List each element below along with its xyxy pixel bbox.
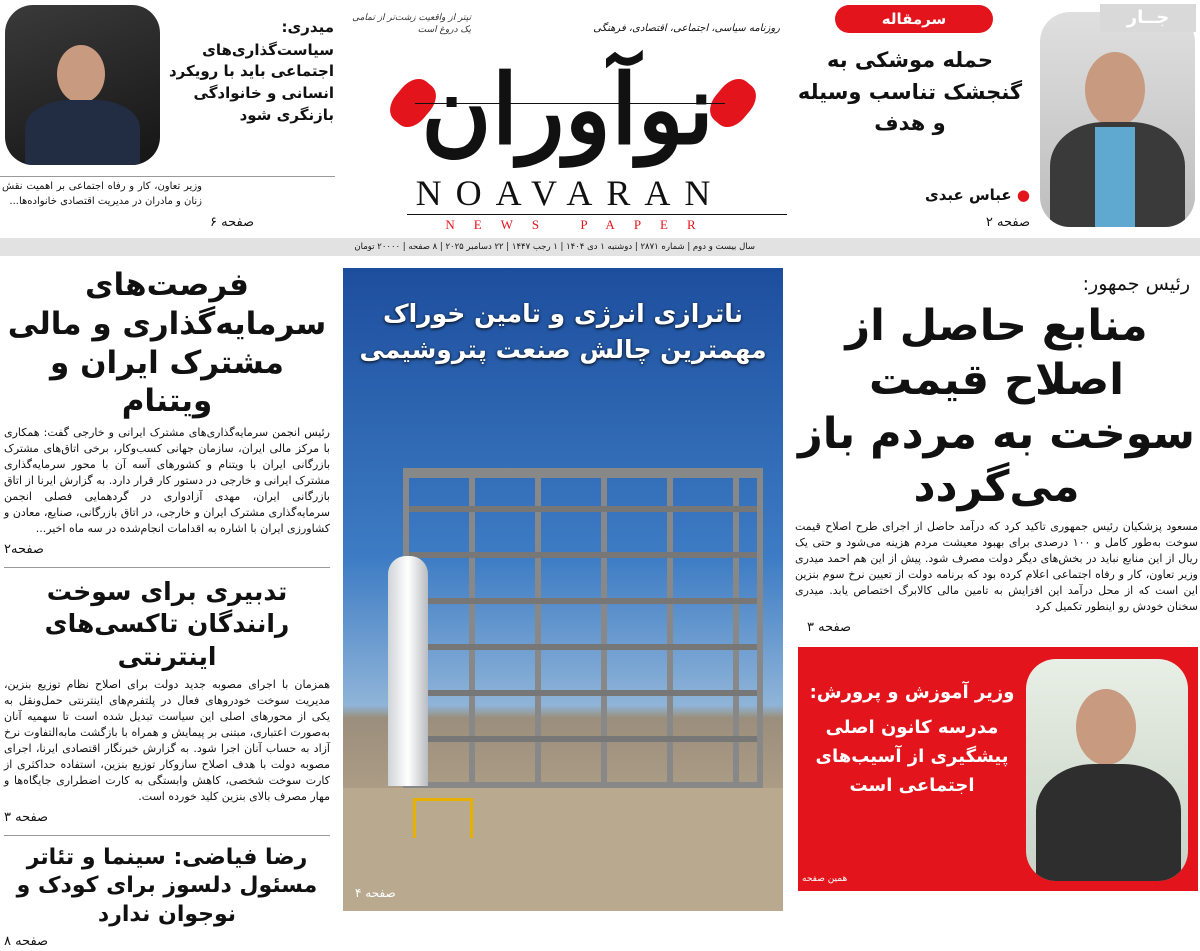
left-column — [4, 266, 330, 951]
logo-en: NOAVARAN — [415, 173, 725, 213]
left3-headline[interactable]: رضا فیاضی: سینما و تئاتر مسئول دلسوز برای کودک و نوجوان ندارد — [16, 844, 318, 927]
center-page[interactable]: صفحه ۴ — [355, 886, 396, 900]
left1-body: رئیس انجمن سرمایه‌گذاری‌های مشترک ایرانی و خارجی گفت: همکاری با مرکز مالی ایران، سازمان جهانی کسب‌وکار، برخی اتاق‌های مشترک بازرگانی ایران با ویتنام و کشورهای آسه آن با محور سرمایه‌گذاری مشترک ایرانی و خارجی در دستور کار قرار دارد. به گزارش ایرنا از اتاق بازرگانی ایران، مهدی آزادواری در گردهمایی فصلی انجمن سرمایه‌گذاری مشترک ایران و خارجی، در اتاق بازرگانی، صنایع، معادن و کشاورزی ایران با اشاره به اقدامات انجام‌شده در سه ماه اخیر... — [4, 426, 330, 535]
minister-photo — [5, 5, 160, 165]
top-left-page[interactable]: صفحه ۶ — [210, 215, 255, 230]
masthead-tagline-left: تیتر از واقعیت زشت‌تر از تمامی یک دروغ است — [352, 13, 471, 35]
dateline: سال بیست و دوم | شماره ۲۸۷۱ | دوشنبه ۱ دی ۱۴۰۴ | ۱ رجب ۱۴۴۷ | ۲۲ دسامبر ۲۰۲۵ | ۸ صفحه | ۲۰۰۰۰ تومان — [354, 242, 755, 252]
left1-page[interactable]: صفحه۲ — [4, 541, 44, 557]
editorial-author: ● عباس عبدی — [924, 186, 1030, 204]
lead-body: مسعود پزشکیان رئیس جمهوری تاکید کرد که درآمد حاصل از اجرای طرح اصلاح قیمت سوخت به‌طور کامل و ۱۰۰ درصدی برای بهبود معیشت مردم هزینه می‌شود و حتی یک ریال از این منابع نباید در بخش‌های دیگر دولت مصرف شود. پیش از این هم احمد میدری وزیر تعاون، کار و رفاه اجتماعی اعلام کرده بود که برنامه دولت از تعیین نرخ سوم بنزین این است که از محل درآمد این افزایش به تامین مالی کالابرگ اختصاص یابد. میدری سخنان خودش رو اینطور تکمیل کرد — [795, 520, 1198, 613]
left2-body: همزمان با اجرای مصوبه جدید دولت برای اصلاح نظام توزیع بنزین، مدیریت سوخت خودروهای فعال در پلتفرم‌های اینترنتی حمل‌ونقل به یکی از محورهای اصلی این سیاست تبدیل شده است تا سهمیه آنان به‌صورت اعتباری، مبتنی بر پیمایش و همراه با بازگشت مابه‌التفاوت نرخ آزاد به حساب آنان اجرا شود. به گزارش خبرنگار اقتصادی ایرنا، اجرای مصوبه دولت با هدف اصلاح سازوکار توزیع بنزین، استفاده حداکثری از کارت سوخت شخصی، کاهش وابستگی به کارت اضطراری جایگاه‌ها و مهار مصرف بالای بنزین کلید خورده است. — [4, 678, 330, 803]
red-box-page[interactable]: همین صفحه — [802, 873, 848, 884]
top-left-summary: وزیر تعاون، کار و رفاه اجتماعی بر اهمیت نقش زنان و مادران در مدیریت اقتصادی خانواده‌ها... — [2, 181, 202, 207]
center-headline[interactable]: ناترازی انرژی و تامین خوراک مهمترین چالش صنعت پتروشیمی — [359, 299, 767, 365]
left1-headline[interactable]: فرصت‌های سرمایه‌گذاری و مالی مشترک ایران و ویتنام — [7, 267, 327, 420]
lead-kicker: رئیس جمهور: — [1082, 273, 1190, 295]
top-left-headline[interactable]: سیاست‌گذاری‌های اجتماعی باید با رویکرد انسانی و خانوادگی بازنگری شود — [168, 40, 334, 124]
red-box-kicker: وزیر آموزش و پرورش: — [809, 681, 1015, 703]
editorial-label: سرمقاله — [835, 5, 993, 33]
author-photo — [1040, 12, 1195, 227]
red-box-headline[interactable]: مدرسه کانون اصلی پیشگیری از آسیب‌های اجتماعی است — [815, 717, 1009, 796]
left2-headline[interactable]: تدبیری برای سوخت رانندگان تاکسی‌های اینترنتی — [44, 576, 290, 671]
lead-page[interactable]: صفحه ۳ — [807, 619, 852, 635]
left2-page[interactable]: صفحه ۳ — [4, 809, 49, 825]
editorial-page[interactable]: صفحه ۲ — [985, 215, 1030, 230]
left3-page[interactable]: صفحه ۸ — [4, 934, 49, 950]
site-badge: جــار — [1100, 4, 1196, 32]
masthead-tagline-right: روزنامه سیاسی، اجتماعی، اقتصادی، فرهنگی — [593, 23, 780, 34]
masthead — [345, 0, 790, 238]
top-left-text — [166, 18, 334, 127]
top-left-kicker: میدری: — [281, 18, 334, 36]
editorial-headline[interactable]: حمله موشکی به گنجشک تناسب وسیله و هدف — [797, 48, 1023, 135]
author-name: عباس عبدی — [924, 186, 1012, 204]
lead-headline[interactable]: منابع حاصل از اصلاح قیمت سوخت به مردم باز می‌گردد — [798, 301, 1195, 513]
logo-fa: نوآوران — [421, 53, 714, 166]
right-column — [795, 272, 1198, 891]
education-minister-photo — [1026, 659, 1188, 881]
logo-sub-en: NEWS PAPER — [445, 217, 715, 232]
red-box — [798, 647, 1198, 891]
